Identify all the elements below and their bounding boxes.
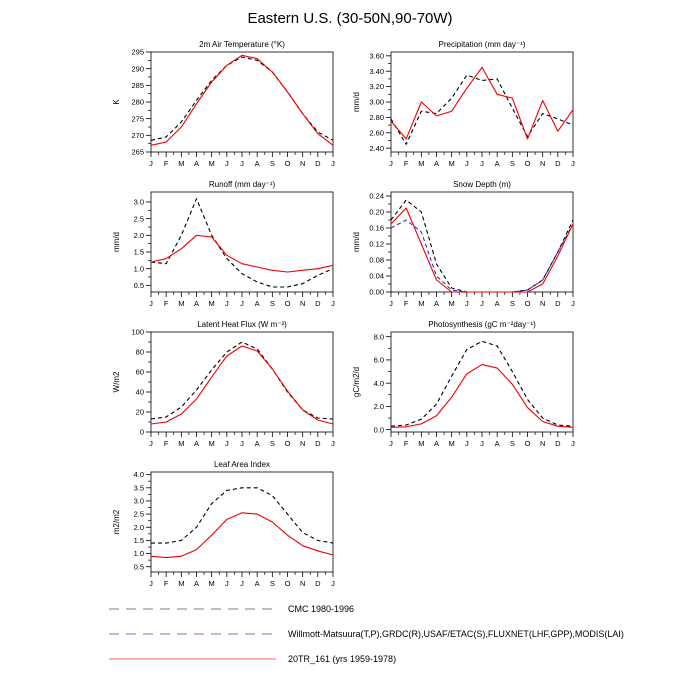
chart-svg-air-temperature [105,36,345,176]
chart-leaf-area-index [105,456,345,596]
chart-photosynthesis [345,316,585,456]
svg-text:1.5: 1.5 [133,536,144,546]
svg-text:D: D [315,579,321,588]
svg-text:A: A [433,159,440,168]
svg-text:S: S [269,299,275,308]
svg-text:A: A [254,439,260,448]
legend-item-1 [108,621,624,646]
svg-text:20: 20 [135,407,144,417]
svg-text:280: 280 [131,97,144,107]
svg-text:M: M [418,159,425,168]
svg-text:J: J [480,439,484,448]
svg-text:M: M [208,439,215,448]
svg-text:A: A [254,299,260,308]
svg-text:F: F [163,439,169,448]
svg-text:D: D [555,159,561,168]
svg-text:2.5: 2.5 [133,509,144,519]
svg-text:A: A [254,579,260,588]
svg-text:mm/d: mm/d [352,232,361,252]
legend-label: CMC 1980-1996 [288,603,355,614]
svg-text:M: M [178,299,185,308]
svg-text:F: F [403,159,409,168]
svg-text:1.0: 1.0 [133,549,144,559]
svg-text:2.0: 2.0 [373,402,384,412]
svg-text:M: M [208,159,215,168]
chart-svg-leaf-area-index [105,456,345,596]
svg-text:N: N [539,299,546,308]
series-line [151,199,333,287]
series-line [151,55,333,145]
legend-item-0 [108,596,624,621]
legend-label: Willmott-Matsuura(T,P),GRDC(R),USAF/ETAC(S),FLUXNET(LHF,GPP),MODIS(LAI) [288,628,624,639]
svg-text:S: S [509,439,515,448]
svg-text:S: S [269,159,275,168]
chart-svg-precipitation [345,36,585,176]
legend-line-icon [108,628,278,640]
svg-text:2m Air Temperature (°K): 2m Air Temperature (°K) [199,40,285,49]
svg-text:100: 100 [131,327,144,337]
svg-text:N: N [299,579,306,588]
svg-text:Leaf Area Index: Leaf Area Index [213,460,271,469]
series-line [391,341,573,426]
series-line [391,208,573,292]
svg-text:6.0: 6.0 [373,355,384,365]
svg-text:F: F [163,579,169,588]
svg-text:J: J [480,299,484,308]
svg-text:J: J [464,299,469,308]
svg-text:F: F [403,299,409,308]
svg-text:3.00: 3.00 [369,97,384,107]
svg-text:J: J [389,439,393,448]
svg-text:0.08: 0.08 [369,255,384,265]
charts-grid [105,36,585,596]
svg-text:2.40: 2.40 [369,143,384,153]
svg-text:J: J [571,299,575,308]
svg-text:275: 275 [131,114,144,124]
svg-text:M: M [448,299,455,308]
chart-svg-runoff [105,176,345,316]
series-line [151,513,333,558]
chart-precipitation [345,36,585,176]
svg-text:F: F [163,159,169,168]
svg-text:3.0: 3.0 [133,496,144,506]
svg-text:J: J [331,439,335,448]
svg-text:J: J [331,159,335,168]
series-line [151,342,333,419]
series-line [391,365,573,428]
svg-text:M: M [418,439,425,448]
chart-latent-heat-flux [105,316,345,456]
svg-text:M: M [208,579,215,588]
legend [108,596,624,671]
svg-text:Photosynthesis (gC m⁻²day⁻¹): Photosynthesis (gC m⁻²day⁻¹) [428,320,536,329]
svg-text:A: A [433,299,440,308]
svg-text:0.5: 0.5 [133,562,144,572]
svg-text:J: J [571,439,575,448]
svg-text:J: J [224,159,229,168]
svg-text:W/m2: W/m2 [112,371,121,393]
svg-text:A: A [193,579,200,588]
svg-text:Runoff (mm day⁻¹): Runoff (mm day⁻¹) [208,180,276,189]
svg-text:A: A [254,159,260,168]
svg-text:D: D [315,299,321,308]
svg-text:0.04: 0.04 [369,271,384,281]
chart-runoff [105,176,345,316]
svg-text:1.0: 1.0 [133,264,144,274]
svg-text:J: J [389,299,393,308]
svg-text:A: A [193,159,200,168]
svg-text:M: M [448,159,455,168]
svg-text:3.5: 3.5 [133,483,144,493]
svg-text:285: 285 [131,80,144,90]
svg-text:290: 290 [131,64,144,74]
chart-snow-depth [345,176,585,316]
series-line [151,488,333,543]
svg-text:J: J [480,159,484,168]
svg-text:Latent Heat Flux (W m⁻²): Latent Heat Flux (W m⁻²) [197,320,287,329]
svg-text:O: O [524,439,531,448]
svg-text:mm/d: mm/d [352,92,361,112]
svg-text:O: O [284,159,291,168]
svg-text:J: J [331,299,335,308]
svg-text:O: O [284,579,291,588]
svg-text:3.20: 3.20 [369,82,384,92]
svg-text:M: M [178,159,185,168]
svg-text:J: J [240,299,244,308]
svg-text:O: O [524,159,531,168]
series-line [151,346,333,424]
legend-line-icon [108,603,278,615]
svg-text:0.24: 0.24 [369,191,384,201]
svg-text:Precipitation (mm day⁻¹): Precipitation (mm day⁻¹) [438,40,526,49]
svg-text:2.60: 2.60 [369,128,384,138]
svg-text:270: 270 [131,130,144,140]
legend-item-2 [108,646,624,671]
svg-text:Snow Depth (m): Snow Depth (m) [453,180,511,189]
svg-text:2.0: 2.0 [133,230,144,240]
svg-text:O: O [284,439,291,448]
svg-text:D: D [315,439,321,448]
svg-text:J: J [149,439,153,448]
svg-text:J: J [224,439,229,448]
svg-text:M: M [178,439,185,448]
svg-text:80: 80 [135,347,144,357]
svg-text:J: J [240,159,244,168]
svg-text:O: O [284,299,291,308]
svg-text:J: J [571,159,575,168]
svg-text:8.0: 8.0 [373,332,384,342]
legend-label: 20TR_161 (yrs 1959-1978) [288,653,397,664]
svg-text:J: J [224,299,229,308]
svg-text:N: N [539,159,546,168]
chart-air-temperature [105,36,345,176]
svg-text:J: J [149,159,153,168]
svg-text:F: F [403,439,409,448]
svg-text:J: J [464,439,469,448]
chart-svg-snow-depth [345,176,585,316]
svg-text:D: D [315,159,321,168]
svg-text:J: J [224,579,229,588]
chart-svg-latent-heat-flux [105,316,345,456]
svg-text:J: J [389,159,393,168]
svg-text:N: N [299,159,306,168]
svg-text:J: J [240,579,244,588]
svg-text:2.0: 2.0 [133,522,144,532]
svg-text:M: M [208,299,215,308]
svg-text:J: J [240,439,244,448]
svg-text:J: J [464,159,469,168]
series-line [391,67,573,139]
svg-text:A: A [494,439,500,448]
series-line [151,57,333,140]
svg-text:S: S [509,159,515,168]
legend-line-icon [108,653,278,665]
svg-text:gC/m2/d: gC/m2/d [352,366,361,398]
chart-svg-photosynthesis [345,316,585,456]
svg-text:60: 60 [135,367,144,377]
svg-text:0: 0 [139,427,144,437]
svg-text:M: M [448,439,455,448]
svg-text:mm/d: mm/d [112,232,121,252]
svg-text:S: S [509,299,515,308]
svg-text:0.0: 0.0 [373,425,384,435]
svg-text:4.0: 4.0 [373,378,384,388]
svg-text:4.0: 4.0 [133,470,144,480]
svg-text:M: M [418,299,425,308]
svg-text:M: M [178,579,185,588]
svg-text:A: A [193,299,200,308]
svg-text:2.5: 2.5 [133,214,144,224]
svg-text:0.20: 0.20 [369,207,384,217]
series-line [391,220,573,292]
svg-text:40: 40 [135,387,144,397]
svg-text:J: J [149,579,153,588]
svg-text:A: A [494,159,500,168]
svg-text:S: S [269,439,275,448]
svg-text:F: F [163,299,169,308]
svg-text:3.60: 3.60 [369,51,384,61]
svg-text:0.12: 0.12 [369,239,384,249]
svg-text:3.0: 3.0 [133,197,144,207]
svg-text:A: A [433,439,440,448]
svg-text:J: J [149,299,153,308]
svg-text:0.16: 0.16 [369,223,384,233]
svg-text:0.00: 0.00 [369,287,384,297]
svg-text:2.80: 2.80 [369,112,384,122]
svg-text:m2/m2: m2/m2 [112,509,121,535]
svg-text:N: N [299,299,306,308]
svg-text:3.40: 3.40 [369,66,384,76]
svg-text:0.5: 0.5 [133,280,144,290]
svg-text:S: S [269,579,275,588]
svg-text:D: D [555,299,561,308]
svg-text:N: N [539,439,546,448]
svg-text:D: D [555,439,561,448]
series-line [151,235,333,272]
svg-text:J: J [331,579,335,588]
svg-text:N: N [299,439,306,448]
svg-text:A: A [494,299,500,308]
svg-text:A: A [193,439,200,448]
figure-title: Eastern U.S. (30-50N,90-70W) [247,10,453,27]
svg-text:K: K [112,99,121,105]
svg-text:1.5: 1.5 [133,247,144,257]
svg-text:265: 265 [131,147,144,157]
svg-text:O: O [524,299,531,308]
svg-text:295: 295 [131,47,144,57]
